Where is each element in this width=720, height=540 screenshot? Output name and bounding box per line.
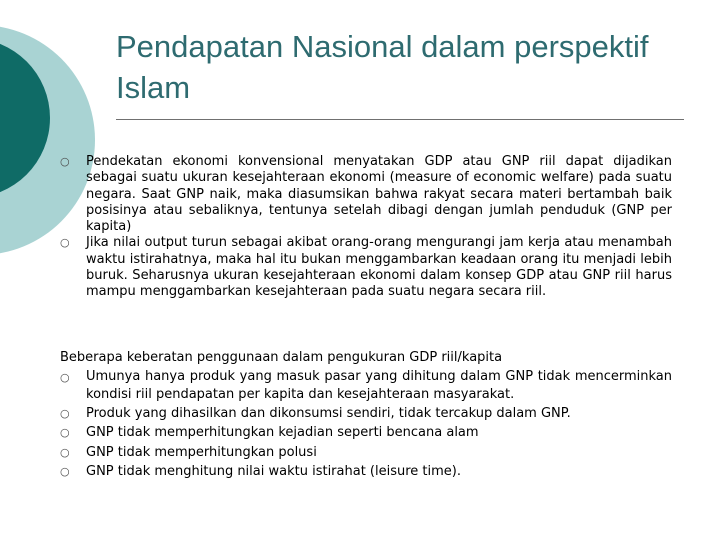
bullet-icon: ○ <box>60 465 70 478</box>
objection-text: GNP tidak memperhitungkan kejadian seperti bencana alam <box>86 425 479 440</box>
bullet-icon: ○ <box>60 155 70 168</box>
list-item <box>60 235 672 300</box>
title-divider <box>116 119 684 120</box>
bullet-icon: ○ <box>60 406 70 420</box>
list-item <box>60 462 672 482</box>
bullet-icon: ○ <box>60 370 70 384</box>
objection-text: GNP tidak menghitung nilai waktu istirahat (leisure time). <box>86 464 462 479</box>
slide-title: Pendapatan Nasional dalam perspektif Islam <box>116 29 649 105</box>
main-points-list <box>60 154 672 301</box>
objection-text: Produk yang dihasilkan dan dikonsumsi sendiri, tidak tercakup dalam GNP. <box>86 405 571 421</box>
bullet-icon: ○ <box>60 236 70 250</box>
list-item <box>60 423 672 443</box>
list-item <box>60 154 672 235</box>
objection-text: Umunya hanya produk yang masuk pasar yang dihitung dalam GNP tidak mencerminkan kondisi riil pendapatan per kapita dan kesejahteraan masyarakat. <box>86 368 672 402</box>
list-item <box>60 404 672 424</box>
point-text: Pendekatan ekonomi konvensional menyatakan GDP atau GNP riil dapat dijadikan sebagai suatu ukuran kesejahteraan ekonomi (measure of economic welfare) pada suatu negara. Saat GNP naik, maka diasumsikan bahwa rakyat secara materi bertambah baik posisinya atau sebaliknya, tentunya setelah dibagi dengan jumlah penduduk (GNP per kapita) <box>86 154 672 235</box>
list-item <box>60 443 672 463</box>
objections-heading: Beberapa keberatan penggunaan dalam pengukuran GDP riil/kapita <box>60 350 503 365</box>
bullet-icon: ○ <box>60 426 70 439</box>
objections-list <box>60 368 672 482</box>
bullet-icon: ○ <box>60 445 70 459</box>
point-text: Jika nilai output turun sebagai akibat orang-orang mengurangi jam kerja atau menambah waktu istirahatnya, maka hal itu bukan menggambarkan keadaan orang itu menjadi lebih buruk. Seharusnya ukuran kesejahteraan ekonomi dalam konsep GDP atau GNP riil harus mampu menggambarkan kesejahteraan pada suatu negara secara riil. <box>86 235 672 300</box>
list-item <box>60 368 672 404</box>
objections-section <box>60 348 672 482</box>
objection-text: GNP tidak memperhitungkan polusi <box>86 444 317 460</box>
